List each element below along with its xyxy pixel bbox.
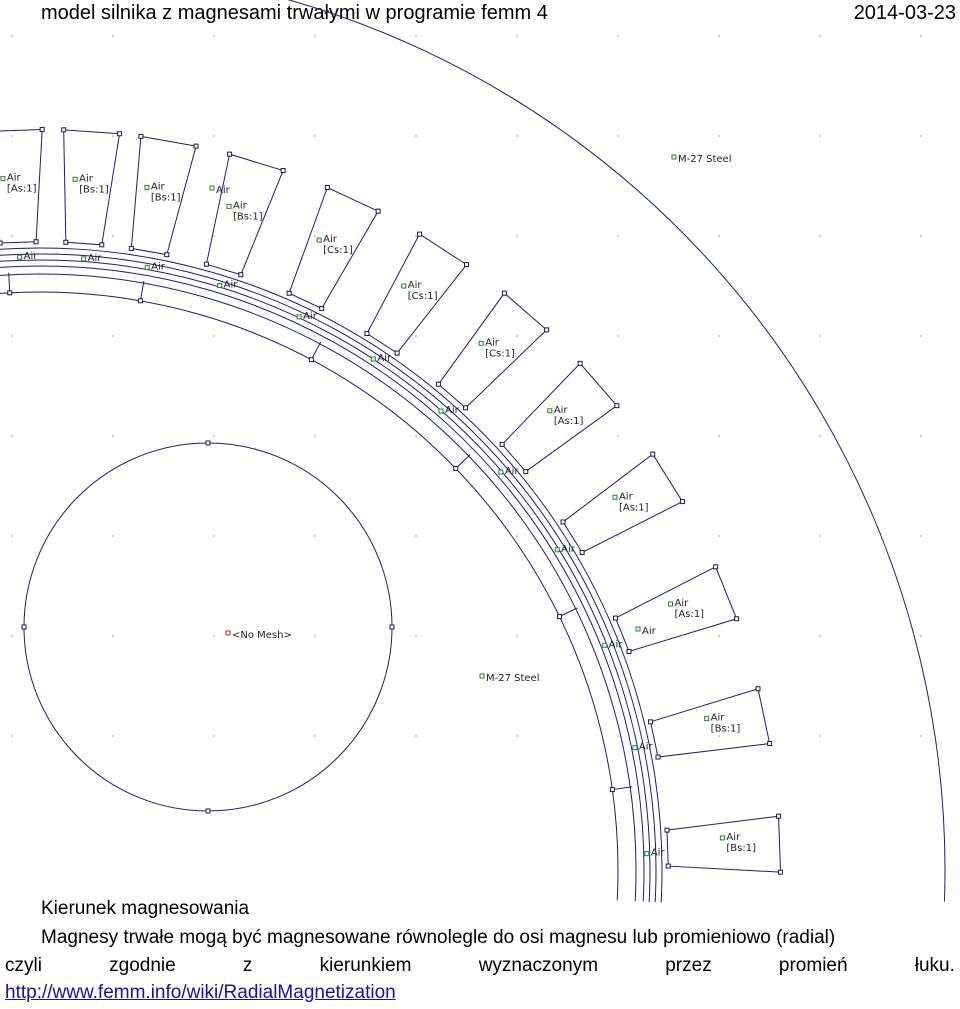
- grid-dot: [11, 435, 13, 437]
- slot-node: [325, 185, 329, 189]
- grid-dot: [920, 235, 922, 237]
- slot-node: [627, 649, 631, 653]
- grid-dot: [617, 635, 619, 637]
- airgap-label: Air: [151, 261, 165, 273]
- slot-circuit-label: [As:1]: [618, 502, 649, 514]
- node: [390, 625, 394, 629]
- slot-node: [204, 262, 208, 266]
- node: [22, 625, 26, 629]
- paragraph-word: wyznaczonym: [478, 955, 599, 976]
- airgap-label: Air: [504, 466, 519, 478]
- grid-dot: [617, 235, 619, 237]
- grid-dot: [112, 735, 114, 737]
- rotor-arc: [0, 292, 618, 900]
- slot-node: [777, 814, 781, 818]
- grid-dot: [819, 335, 821, 337]
- slot-node: [578, 361, 582, 365]
- slot-material-label: Air: [232, 200, 247, 212]
- radial-magnetization-link[interactable]: http://www.femm.info/wiki/RadialMagnetization: [5, 982, 396, 1003]
- block-label-marker: [499, 470, 503, 474]
- grid-dot: [819, 35, 821, 37]
- slot-node: [615, 404, 619, 408]
- grid-dot: [617, 335, 619, 337]
- grid-dot: [213, 335, 215, 337]
- slot-circuit-label: [Bs:1]: [726, 842, 756, 854]
- slot-material-label: Air: [674, 597, 689, 609]
- block-label-marker: [613, 495, 617, 499]
- magnet-air-label-marker: [210, 186, 214, 190]
- block-label-marker: [720, 836, 724, 840]
- slot-node: [281, 169, 285, 173]
- grid-dot: [617, 135, 619, 137]
- block-label-marker: [555, 548, 559, 552]
- slot-node: [614, 616, 618, 620]
- slot-node: [502, 291, 506, 295]
- slot-material-label: Air: [150, 181, 165, 193]
- airgap-label: Air: [650, 847, 665, 859]
- stator-slots: [0, 127, 783, 874]
- grid-dot: [314, 535, 316, 537]
- block-label-marker: [218, 283, 222, 287]
- magnet-air-label-marker: [636, 627, 640, 631]
- grid-dot: [819, 735, 821, 737]
- grid-dot: [314, 335, 316, 337]
- block-label-marker: [548, 409, 552, 413]
- block-label-marker: [82, 257, 86, 261]
- slot-node: [40, 127, 44, 131]
- slot-circuit-label: [As:1]: [6, 183, 37, 195]
- airgap-label: Air: [223, 279, 238, 291]
- slot-node: [64, 240, 68, 244]
- grid-dot: [112, 135, 114, 137]
- block-label-marker: [645, 852, 649, 856]
- slot-node: [561, 520, 565, 524]
- grid-dot: [920, 35, 922, 37]
- grid-dot: [213, 535, 215, 537]
- slot-material-label: Air: [6, 172, 21, 184]
- block-label-marker: [633, 746, 637, 750]
- grid-dot: [718, 635, 720, 637]
- airgap-arc: [0, 248, 662, 903]
- paragraph-word: kierunkiem: [319, 955, 412, 976]
- grid-dot: [617, 735, 619, 737]
- grid-dot: [314, 435, 316, 437]
- grid-dot: [516, 135, 518, 137]
- slot-circuit-label: [Bs:1]: [232, 211, 263, 223]
- grid-dot: [718, 435, 720, 437]
- grid-dot: [819, 635, 821, 637]
- slot-node: [436, 382, 440, 386]
- rotor-steel-label: M-27 Steel: [486, 673, 540, 684]
- grid-dot: [415, 435, 417, 437]
- node: [610, 788, 614, 792]
- slot-node: [34, 240, 38, 244]
- slot-node: [680, 500, 684, 504]
- slot-node: [580, 550, 584, 554]
- paragraph-word: z: [242, 955, 253, 976]
- slot-circuit-label: [Bs:1]: [150, 192, 181, 204]
- slot-material-label: Air: [726, 831, 741, 843]
- grid-dot: [718, 35, 720, 37]
- node: [206, 809, 210, 813]
- grid-dot: [415, 135, 417, 137]
- block-label-marker: [603, 643, 607, 647]
- slot-node: [756, 687, 760, 691]
- grid-dot: [112, 535, 114, 537]
- block-label-marker: [705, 717, 709, 721]
- grid-dot: [415, 335, 417, 337]
- grid-points: [11, 35, 922, 737]
- magnet-divider: [560, 608, 578, 617]
- grid-dot: [213, 735, 215, 737]
- slot-material-label: Air: [407, 280, 422, 292]
- paragraph-line-2: [5, 955, 955, 977]
- grid-dot: [415, 535, 417, 537]
- block-label-marker: [145, 265, 149, 269]
- grid-dot: [415, 635, 417, 637]
- grid-dot: [11, 735, 13, 737]
- grid-dot: [819, 235, 821, 237]
- slot-node: [768, 742, 772, 746]
- grid-dot: [314, 635, 316, 637]
- grid-dot: [819, 135, 821, 137]
- block-label-marker: [479, 341, 483, 345]
- slot-node: [500, 442, 504, 446]
- block-label-marker: [669, 602, 673, 606]
- airgap-label: Air: [23, 251, 38, 263]
- slot-node: [395, 351, 399, 355]
- grid-dot: [920, 535, 922, 537]
- block-label-marker: [1, 177, 5, 181]
- node: [454, 466, 458, 470]
- grid-dot: [112, 435, 114, 437]
- shaft-no-mesh-label: <No Mesh>: [232, 630, 292, 641]
- slot-circuit-label: [Cs:1]: [485, 348, 515, 360]
- node: [206, 441, 210, 445]
- grid-dot: [920, 635, 922, 637]
- grid-dot: [213, 135, 215, 137]
- airgap-label: Air: [87, 252, 102, 264]
- grid-dot: [11, 35, 13, 37]
- grid-dot: [213, 435, 215, 437]
- magnet-divider: [311, 342, 320, 360]
- document-title: model silnika z magnesami trwałymi w programie femm 4: [41, 2, 548, 24]
- slot-node: [714, 565, 718, 569]
- grid-dot: [516, 235, 518, 237]
- grid-dot: [718, 535, 720, 537]
- slot-node: [118, 132, 122, 136]
- grid-dot: [516, 635, 518, 637]
- slot-node: [656, 755, 660, 759]
- grid-dot: [213, 235, 215, 237]
- grid-dot: [920, 435, 922, 437]
- slot-circuit-label: [Cs:1]: [323, 245, 353, 257]
- slot-node: [545, 328, 549, 332]
- airgap-label: Air: [303, 310, 317, 322]
- slot-node: [320, 306, 324, 310]
- grid-dot: [516, 535, 518, 537]
- grid-dot: [819, 435, 821, 437]
- slot-node: [129, 246, 133, 250]
- airgap-label: Air: [377, 353, 392, 365]
- paragraph-word: przez: [665, 955, 712, 976]
- document-date: 2014-03-23: [853, 2, 956, 24]
- grid-dot: [11, 535, 13, 537]
- slot-circuit-label: [As:1]: [674, 608, 705, 620]
- airgap-arc: [0, 254, 656, 902]
- node: [8, 291, 12, 295]
- magnet-divider: [612, 787, 632, 790]
- rotor-steel-label-marker: [480, 674, 484, 678]
- grid-dot: [415, 35, 417, 37]
- airgap-arc: [0, 266, 644, 902]
- grid-dot: [415, 735, 417, 737]
- block-label-marker: [297, 315, 301, 319]
- grid-dot: [516, 335, 518, 337]
- slot-node: [649, 720, 653, 724]
- magnet-air-label: Air: [216, 185, 230, 196]
- magnet-air-label: Air: [642, 626, 656, 637]
- slot-node: [735, 617, 739, 621]
- grid-dot: [112, 635, 114, 637]
- paragraph-word: promień: [778, 955, 848, 976]
- grid-dot: [819, 535, 821, 537]
- block-label-marker: [73, 177, 77, 181]
- grid-dot: [718, 735, 720, 737]
- slot-node: [365, 332, 369, 336]
- grid-dot: [415, 235, 417, 237]
- grid-dot: [920, 135, 922, 137]
- slot-node: [194, 144, 198, 148]
- grid-dot: [920, 335, 922, 337]
- rotor-arc: [0, 274, 636, 901]
- grid-dot: [718, 335, 720, 337]
- slot-node: [666, 864, 670, 868]
- paragraph-word: czyli: [5, 955, 42, 976]
- magnet-divider: [140, 281, 143, 301]
- grid-dot: [617, 535, 619, 537]
- slot-material-label: Air: [323, 234, 337, 246]
- airgap-arc: [0, 260, 650, 902]
- slot-node: [287, 291, 291, 295]
- block-label-marker: [145, 185, 149, 189]
- slot-node: [0, 241, 2, 245]
- femm-motor-drawing: [0, 30, 960, 859]
- node: [558, 615, 562, 619]
- grid-dot: [112, 35, 114, 37]
- grid-dot: [213, 35, 215, 37]
- slot-material-label: Air: [618, 491, 633, 503]
- grid-dot: [314, 235, 316, 237]
- shaft-no-mesh-label-marker: [226, 631, 230, 635]
- grid-dot: [11, 235, 13, 237]
- paragraph-word: zgodnie: [109, 955, 176, 976]
- grid-dot: [112, 235, 114, 237]
- slot-circuit-label: [As:1]: [553, 415, 584, 427]
- grid-dot: [516, 435, 518, 437]
- grid-dot: [718, 135, 720, 137]
- grid-dot: [11, 635, 13, 637]
- paragraph-word: łuku.: [914, 955, 955, 976]
- airgap-label: Air: [445, 405, 459, 417]
- block-label-marker: [18, 255, 22, 259]
- node: [138, 299, 142, 303]
- stator-steel-label: M-27 Steel: [678, 154, 732, 165]
- shaft-circle: [24, 443, 392, 811]
- slot-circuit-label: [Bs:1]: [79, 184, 109, 196]
- paragraph-line-1: Magnesy trwałe mogą być magnesowane równolegle do osi magnesu lub promieniowo (radial): [41, 927, 836, 948]
- slot-node: [376, 209, 380, 213]
- grid-dot: [920, 735, 922, 737]
- slot-material-label: Air: [710, 712, 725, 724]
- grid-dot: [516, 735, 518, 737]
- grid-dot: [314, 135, 316, 137]
- grid-dot: [617, 435, 619, 437]
- slot-node: [139, 134, 143, 138]
- block-labels: [210, 154, 732, 684]
- grid-dot: [314, 35, 316, 37]
- magnet-divider: [9, 273, 10, 293]
- slot-node: [239, 273, 243, 277]
- node: [309, 358, 313, 362]
- slot-node: [62, 128, 66, 132]
- block-label-marker: [227, 204, 231, 208]
- grid-dot: [112, 335, 114, 337]
- slot-node: [465, 263, 469, 267]
- slot-material-label: Air: [485, 337, 499, 349]
- slot-material-label: Air: [79, 173, 93, 185]
- slot-node: [418, 232, 422, 236]
- stator-steel-label-marker: [672, 155, 676, 159]
- slot-node: [524, 470, 528, 474]
- block-label-marker: [439, 409, 443, 413]
- grid-dot: [11, 335, 13, 337]
- slot-circuit-label: [Cs:1]: [407, 291, 438, 303]
- grid-dot: [718, 235, 720, 237]
- stator-slot: [667, 816, 781, 872]
- grid-dot: [617, 35, 619, 37]
- block-label-marker: [402, 284, 406, 288]
- airgap-label: Air: [561, 543, 575, 555]
- slot-circuit-label: [Bs:1]: [710, 723, 741, 735]
- slot-node: [228, 152, 232, 156]
- stator-outer-arc: [103, 0, 945, 902]
- airgap-label: Air: [608, 639, 623, 651]
- grid-dot: [314, 735, 316, 737]
- section-heading: Kierunek magnesowania: [41, 898, 250, 919]
- airgap-label: Air: [638, 741, 653, 753]
- slot-node: [779, 870, 783, 874]
- slot-node: [100, 243, 104, 247]
- slot-material-label: Air: [553, 404, 568, 416]
- grid-dot: [516, 35, 518, 37]
- slot-node: [651, 452, 655, 456]
- grid-dot: [213, 635, 215, 637]
- slot-node: [665, 828, 669, 832]
- slot-node: [165, 253, 169, 257]
- slot-node: [464, 406, 468, 410]
- block-label-marker: [371, 357, 375, 361]
- block-label-marker: [317, 238, 321, 242]
- grid-dot: [11, 135, 13, 137]
